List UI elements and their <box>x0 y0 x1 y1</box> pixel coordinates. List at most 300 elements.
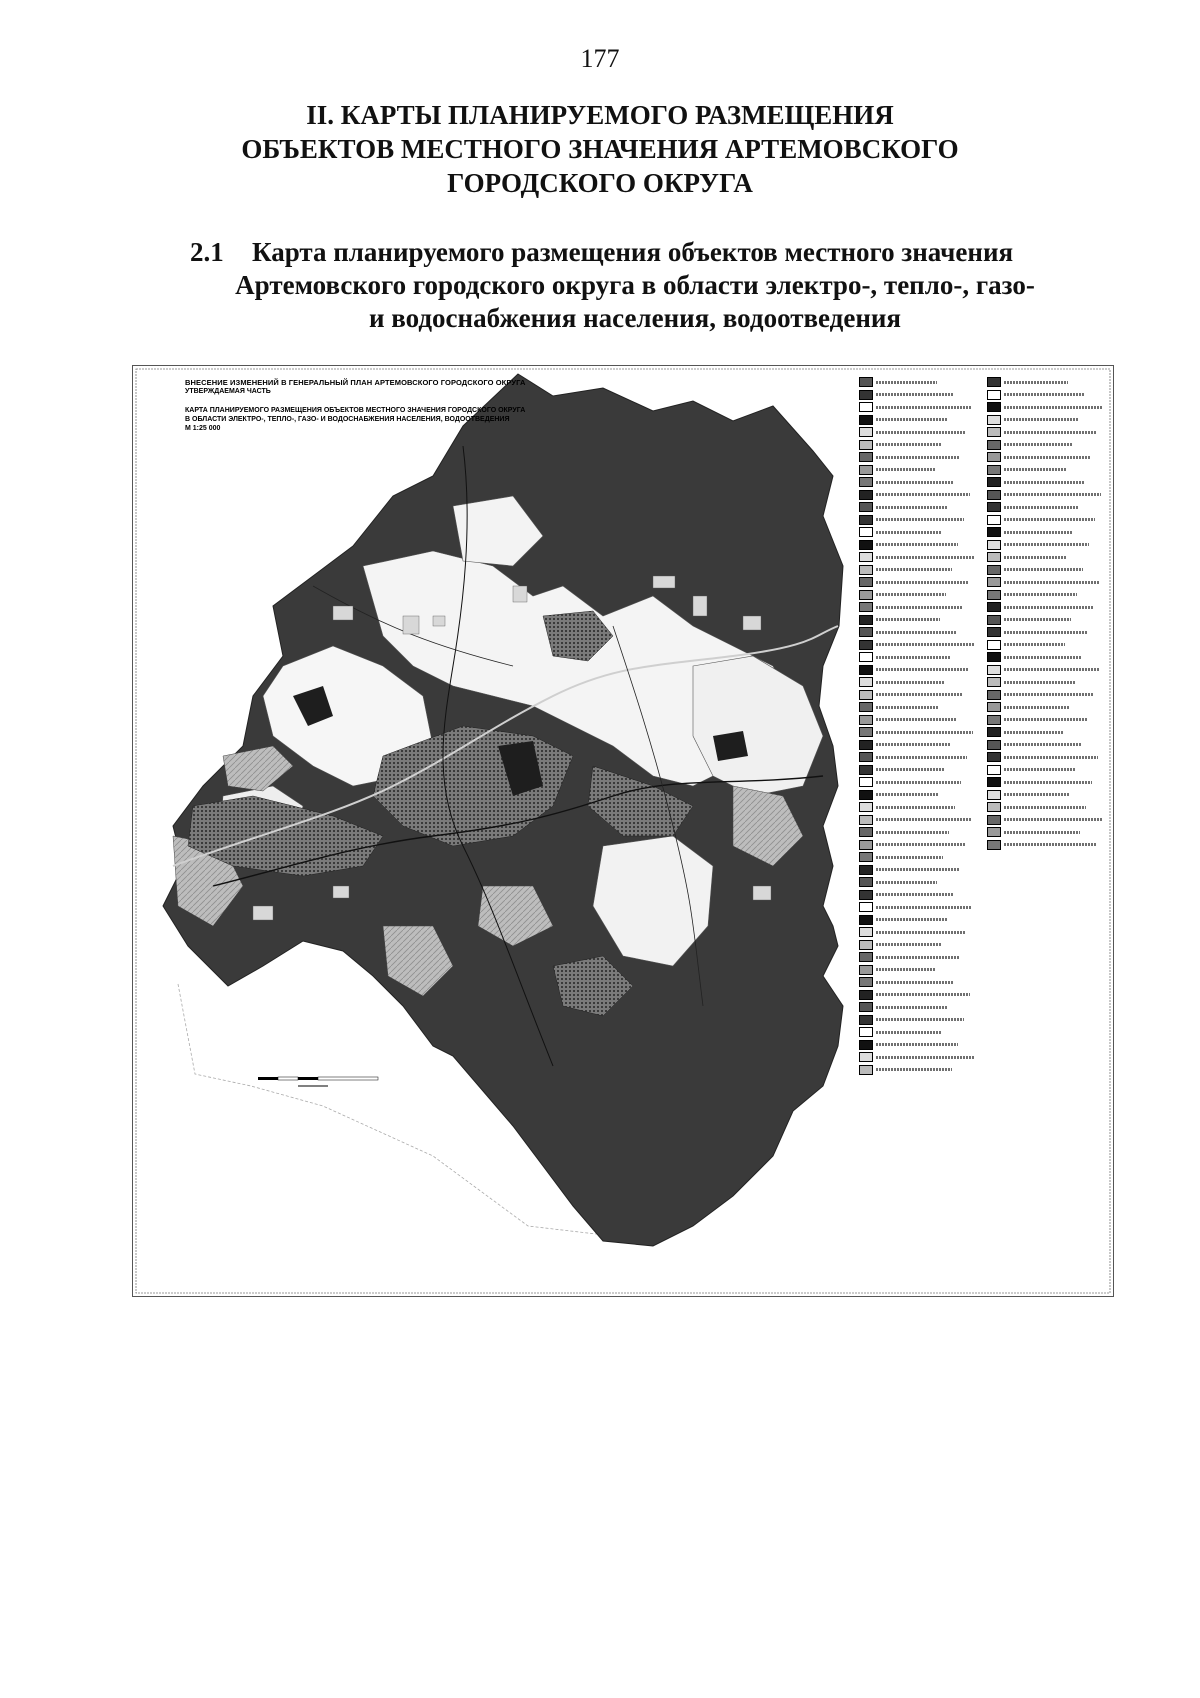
legend-row <box>859 839 977 852</box>
legend-text-placeholder <box>876 643 974 646</box>
legend-row <box>859 764 977 777</box>
legend-row <box>859 539 977 552</box>
legend-text-placeholder <box>876 793 938 796</box>
legend-column-right <box>987 376 1105 851</box>
legend-row <box>859 989 977 1002</box>
legend-text-placeholder <box>876 506 947 509</box>
legend-row <box>859 939 977 952</box>
legend-text-placeholder <box>1004 668 1099 671</box>
legend-text-placeholder <box>876 881 937 884</box>
legend-text-placeholder <box>876 556 975 559</box>
legend-row <box>987 664 1105 677</box>
legend-row <box>859 726 977 739</box>
legend-text-placeholder <box>1004 381 1068 384</box>
legend-text-placeholder <box>876 618 940 621</box>
legend-swatch <box>987 677 1001 687</box>
legend-row <box>859 964 977 977</box>
legend-row <box>859 589 977 602</box>
legend-swatch <box>987 827 1001 837</box>
legend-row <box>859 639 977 652</box>
legend-swatch <box>859 590 873 600</box>
legend-text-placeholder <box>876 868 960 871</box>
legend-row <box>859 489 977 502</box>
legend-row <box>987 476 1105 489</box>
legend-row <box>987 714 1105 727</box>
legend-row <box>987 764 1105 777</box>
legend-row <box>987 626 1105 639</box>
legend-text-placeholder <box>876 1018 964 1021</box>
legend-text-placeholder <box>1004 531 1072 534</box>
legend-swatch <box>859 940 873 950</box>
legend-text-placeholder <box>876 531 941 534</box>
legend-row <box>987 489 1105 502</box>
legend-swatch <box>859 602 873 612</box>
map-figure <box>132 365 1114 1297</box>
legend-swatch <box>859 715 873 725</box>
legend-row <box>987 526 1105 539</box>
legend-text-placeholder <box>876 593 946 596</box>
legend-text-placeholder <box>1004 618 1071 621</box>
legend-text-placeholder <box>1004 643 1065 646</box>
legend-row <box>859 739 977 752</box>
legend-swatch <box>987 465 1001 475</box>
legend-swatch <box>987 552 1001 562</box>
legend-text-placeholder <box>876 543 958 546</box>
legend-text-placeholder <box>1004 831 1080 834</box>
legend-swatch <box>859 1052 873 1062</box>
legend-text-placeholder <box>1004 806 1086 809</box>
legend-text-placeholder <box>876 1068 952 1071</box>
legend-text-placeholder <box>876 743 950 746</box>
legend-text-placeholder <box>1004 606 1094 609</box>
legend-row <box>859 401 977 414</box>
legend-text-placeholder <box>1004 681 1076 684</box>
legend-swatch <box>859 477 873 487</box>
legend-text-placeholder <box>876 381 937 384</box>
legend-swatch <box>859 415 873 425</box>
legend-swatch <box>859 552 873 562</box>
legend-row <box>859 564 977 577</box>
legend-text-placeholder <box>876 768 944 771</box>
legend-row <box>859 626 977 639</box>
legend-text-placeholder <box>876 693 962 696</box>
legend-row <box>987 839 1105 852</box>
legend-swatch <box>987 715 1001 725</box>
legend-text-placeholder <box>1004 718 1087 721</box>
section-title <box>0 98 1200 200</box>
legend-text-placeholder <box>876 581 969 584</box>
legend-row <box>859 864 977 877</box>
legend-row <box>987 726 1105 739</box>
legend-swatch <box>987 740 1001 750</box>
legend-row <box>987 689 1105 702</box>
legend-row <box>859 914 977 927</box>
legend-row <box>859 389 977 402</box>
legend-text-placeholder <box>1004 406 1102 409</box>
legend-row <box>859 601 977 614</box>
legend-swatch <box>859 377 873 387</box>
legend-text-placeholder <box>876 993 970 996</box>
legend-text-placeholder <box>876 968 936 971</box>
legend-text-placeholder <box>876 568 952 571</box>
legend-text-placeholder <box>1004 731 1064 734</box>
legend-swatch <box>859 652 873 662</box>
legend-row <box>987 701 1105 714</box>
legend-swatch <box>987 377 1001 387</box>
legend-text-placeholder <box>876 856 943 859</box>
legend-swatch <box>987 665 1001 675</box>
legend-row <box>987 751 1105 764</box>
legend-row <box>859 501 977 514</box>
legend-swatch <box>859 640 873 650</box>
legend-text-placeholder <box>1004 781 1092 784</box>
legend-text-placeholder <box>876 481 953 484</box>
legend-text-placeholder <box>876 718 956 721</box>
legend-swatch <box>987 415 1001 425</box>
legend-swatch <box>859 965 873 975</box>
legend-swatch <box>987 515 1001 525</box>
legend-swatch <box>859 977 873 987</box>
legend-row <box>859 801 977 814</box>
legend-row <box>859 901 977 914</box>
page-number: 177 <box>580 44 620 73</box>
legend-swatch <box>987 627 1001 637</box>
map-legend <box>859 376 1105 1076</box>
legend-swatch <box>987 802 1001 812</box>
legend-swatch <box>987 440 1001 450</box>
legend-text-placeholder <box>1004 556 1066 559</box>
legend-swatch <box>987 815 1001 825</box>
legend-text-placeholder <box>876 656 951 659</box>
subsection-heading <box>190 236 1090 335</box>
legend-row <box>987 651 1105 664</box>
legend-swatch <box>987 565 1001 575</box>
legend-swatch <box>859 1002 873 1012</box>
legend-row <box>987 539 1105 552</box>
section-title-line-3: ГОРОДСКОГО ОКРУГА <box>447 168 753 198</box>
legend-swatch <box>859 690 873 700</box>
legend-text-placeholder <box>876 956 959 959</box>
legend-swatch <box>987 477 1001 487</box>
map-title-line-4: В ОБЛАСТИ ЭЛЕКТРО-, ТЕПЛО-, ГАЗО- И ВОДОСНАБЖЕНИЯ НАСЕЛЕНИЯ, ВОДООТВЕДЕНИЯ <box>185 416 510 423</box>
map-title-line-2: УТВЕРЖДАЕМАЯ ЧАСТЬ <box>185 388 271 395</box>
legend-swatch <box>859 840 873 850</box>
legend-swatch <box>859 452 873 462</box>
legend-swatch <box>859 665 873 675</box>
legend-swatch <box>859 465 873 475</box>
legend-text-placeholder <box>1004 393 1085 396</box>
subsection-line-2: Артемовского городского округа в области электро-, тепло-, газо- <box>235 270 1035 300</box>
legend-swatch <box>859 1027 873 1037</box>
legend-row <box>987 776 1105 789</box>
legend-row <box>859 451 977 464</box>
legend-text-placeholder <box>1004 743 1081 746</box>
legend-row <box>987 814 1105 827</box>
legend-text-placeholder <box>1004 593 1077 596</box>
legend-swatch <box>859 777 873 787</box>
legend-swatch <box>987 577 1001 587</box>
legend-swatch <box>859 702 873 712</box>
legend-text-placeholder <box>876 1031 941 1034</box>
legend-swatch <box>987 615 1001 625</box>
legend-row <box>859 1014 977 1027</box>
legend-text-placeholder <box>876 981 953 984</box>
legend-swatch <box>859 902 873 912</box>
legend-row <box>859 751 977 764</box>
legend-text-placeholder <box>876 906 971 909</box>
legend-row <box>859 976 977 989</box>
legend-swatch <box>987 777 1001 787</box>
legend-row <box>859 551 977 564</box>
legend-swatch <box>859 727 873 737</box>
legend-text-placeholder <box>1004 693 1093 696</box>
legend-row <box>859 689 977 702</box>
legend-text-placeholder <box>1004 418 1079 421</box>
legend-swatch <box>859 952 873 962</box>
legend-swatch <box>859 615 873 625</box>
legend-swatch <box>987 540 1001 550</box>
legend-swatch <box>859 790 873 800</box>
dark-zone-3 <box>713 731 748 761</box>
legend-row <box>859 439 977 452</box>
legend-row <box>859 1064 977 1077</box>
legend-row <box>987 601 1105 614</box>
legend-text-placeholder <box>876 843 966 846</box>
legend-text-placeholder <box>1004 656 1082 659</box>
legend-row <box>987 564 1105 577</box>
legend-swatch <box>987 452 1001 462</box>
legend-swatch <box>859 765 873 775</box>
legend-row <box>859 714 977 727</box>
legend-text-placeholder <box>876 418 948 421</box>
legend-row <box>987 789 1105 802</box>
legend-text-placeholder <box>1004 631 1088 634</box>
legend-text-placeholder <box>1004 568 1083 571</box>
scale-bar-graphic <box>258 1071 398 1093</box>
legend-swatch <box>859 827 873 837</box>
legend-text-placeholder <box>876 606 963 609</box>
legend-text-placeholder <box>1004 443 1073 446</box>
map-title-line-5: М 1:25 000 <box>185 425 221 432</box>
legend-text-placeholder <box>876 443 942 446</box>
legend-swatch <box>859 440 873 450</box>
legend-row <box>859 476 977 489</box>
legend-swatch <box>859 927 873 937</box>
legend-row <box>859 426 977 439</box>
legend-swatch <box>859 1065 873 1075</box>
legend-row <box>987 801 1105 814</box>
legend-swatch <box>859 990 873 1000</box>
legend-swatch <box>987 502 1001 512</box>
legend-row <box>987 551 1105 564</box>
legend-swatch <box>859 540 873 550</box>
subsection-line-1: Карта планируемого размещения объектов местного значения <box>252 237 1014 267</box>
legend-text-placeholder <box>1004 706 1070 709</box>
legend-text-placeholder <box>876 468 936 471</box>
legend-row <box>987 464 1105 477</box>
legend-text-placeholder <box>876 681 945 684</box>
legend-text-placeholder <box>876 831 949 834</box>
legend-row <box>859 789 977 802</box>
legend-swatch <box>859 427 873 437</box>
legend-row <box>859 776 977 789</box>
legend-swatch <box>859 865 873 875</box>
legend-text-placeholder <box>1004 793 1069 796</box>
legend-swatch <box>859 677 873 687</box>
legend-text-placeholder <box>876 1043 958 1046</box>
legend-text-placeholder <box>876 668 968 671</box>
legend-text-placeholder <box>1004 468 1067 471</box>
legend-swatch <box>987 840 1001 850</box>
legend-text-placeholder <box>1004 456 1090 459</box>
legend-swatch <box>859 1015 873 1025</box>
legend-swatch <box>859 890 873 900</box>
legend-column-left <box>859 376 977 1076</box>
legend-text-placeholder <box>876 406 971 409</box>
legend-text-placeholder <box>876 706 939 709</box>
legend-row <box>859 614 977 627</box>
legend-row <box>859 889 977 902</box>
legend-swatch <box>859 565 873 575</box>
legend-swatch <box>987 727 1001 737</box>
legend-text-placeholder <box>1004 768 1075 771</box>
map-title-line-3: КАРТА ПЛАНИРУЕМОГО РАЗМЕЩЕНИЯ ОБЪЕКТОВ МЕСТНОГО ЗНАЧЕНИЯ ГОРОДСКОГО ОКРУГА <box>185 407 526 414</box>
legend-row <box>859 876 977 889</box>
legend-swatch <box>987 602 1001 612</box>
legend-row <box>859 526 977 539</box>
legend-swatch <box>987 490 1001 500</box>
subsection-line-3: и водоснабжения населения, водоотведения <box>368 303 902 333</box>
legend-text-placeholder <box>876 393 954 396</box>
legend-swatch <box>859 802 873 812</box>
legend-row <box>859 814 977 827</box>
legend-row <box>987 414 1105 427</box>
legend-row <box>859 851 977 864</box>
legend-text-placeholder <box>1004 581 1100 584</box>
legend-text-placeholder <box>876 493 970 496</box>
legend-swatch <box>859 627 873 637</box>
legend-row <box>987 639 1105 652</box>
legend-row <box>987 389 1105 402</box>
legend-row <box>859 1051 977 1064</box>
legend-row <box>859 1026 977 1039</box>
legend-text-placeholder <box>876 1056 975 1059</box>
legend-text-placeholder <box>1004 493 1101 496</box>
legend-swatch <box>987 765 1001 775</box>
legend-text-placeholder <box>876 756 967 759</box>
legend-swatch <box>987 402 1001 412</box>
legend-row <box>987 401 1105 414</box>
legend-row <box>859 651 977 664</box>
legend-row <box>987 739 1105 752</box>
legend-swatch <box>859 852 873 862</box>
legend-text-placeholder <box>876 806 955 809</box>
legend-text-placeholder <box>876 918 948 921</box>
legend-text-placeholder <box>876 931 965 934</box>
legend-row <box>987 614 1105 627</box>
legend-swatch <box>859 752 873 762</box>
legend-swatch <box>987 752 1001 762</box>
legend-row <box>987 426 1105 439</box>
section-title-line-1: II. КАРТЫ ПЛАНИРУЕМОГО РАЗМЕЩЕНИЯ <box>306 100 894 130</box>
legend-swatch <box>859 527 873 537</box>
legend-row <box>859 701 977 714</box>
legend-row <box>987 501 1105 514</box>
legend-swatch <box>859 1040 873 1050</box>
legend-row <box>859 951 977 964</box>
legend-swatch <box>859 740 873 750</box>
legend-row <box>859 826 977 839</box>
legend-row <box>859 514 977 527</box>
legend-swatch <box>987 590 1001 600</box>
legend-row <box>859 464 977 477</box>
legend-text-placeholder <box>876 781 961 784</box>
legend-row <box>987 826 1105 839</box>
legend-row <box>859 664 977 677</box>
legend-swatch <box>859 515 873 525</box>
legend-swatch <box>859 877 873 887</box>
legend-swatch <box>859 390 873 400</box>
legend-row <box>987 514 1105 527</box>
legend-swatch <box>987 690 1001 700</box>
legend-swatch <box>859 915 873 925</box>
legend-row <box>859 414 977 427</box>
legend-swatch <box>859 402 873 412</box>
section-title-line-2: ОБЪЕКТОВ МЕСТНОГО ЗНАЧЕНИЯ АРТЕМОВСКОГО <box>241 134 959 164</box>
legend-row <box>987 576 1105 589</box>
legend-row <box>859 1001 977 1014</box>
legend-row <box>987 376 1105 389</box>
legend-text-placeholder <box>1004 431 1096 434</box>
legend-text-placeholder <box>876 943 942 946</box>
legend-swatch <box>987 427 1001 437</box>
legend-text-placeholder <box>1004 843 1097 846</box>
legend-row <box>987 439 1105 452</box>
legend-swatch <box>987 390 1001 400</box>
legend-swatch <box>987 640 1001 650</box>
legend-swatch <box>859 577 873 587</box>
legend-row <box>859 576 977 589</box>
legend-swatch <box>987 527 1001 537</box>
legend-text-placeholder <box>876 518 964 521</box>
legend-row <box>859 376 977 389</box>
legend-text-placeholder <box>1004 518 1095 521</box>
legend-text-placeholder <box>876 456 959 459</box>
legend-text-placeholder <box>1004 756 1098 759</box>
legend-swatch <box>859 490 873 500</box>
legend-text-placeholder <box>1004 543 1089 546</box>
legend-text-placeholder <box>1004 818 1103 821</box>
legend-swatch <box>859 815 873 825</box>
legend-text-placeholder <box>876 1006 947 1009</box>
legend-text-placeholder <box>876 731 973 734</box>
legend-text-placeholder <box>876 631 957 634</box>
legend-row <box>859 926 977 939</box>
map-title-line-1: ВНЕСЕНИЕ ИЗМЕНЕНИЙ В ГЕНЕРАЛЬНЫЙ ПЛАН АРТЕМОВСКОГО ГОРОДСКОГО ОКРУГА <box>185 378 526 387</box>
legend-row <box>859 1039 977 1052</box>
legend-swatch <box>987 702 1001 712</box>
legend-row <box>987 589 1105 602</box>
map-title-block <box>185 378 605 433</box>
legend-row <box>859 676 977 689</box>
legend-text-placeholder <box>1004 481 1084 484</box>
legend-text-placeholder <box>1004 506 1078 509</box>
legend-text-placeholder <box>876 431 965 434</box>
legend-swatch <box>859 502 873 512</box>
legend-swatch <box>987 652 1001 662</box>
legend-row <box>987 676 1105 689</box>
legend-text-placeholder <box>876 818 972 821</box>
